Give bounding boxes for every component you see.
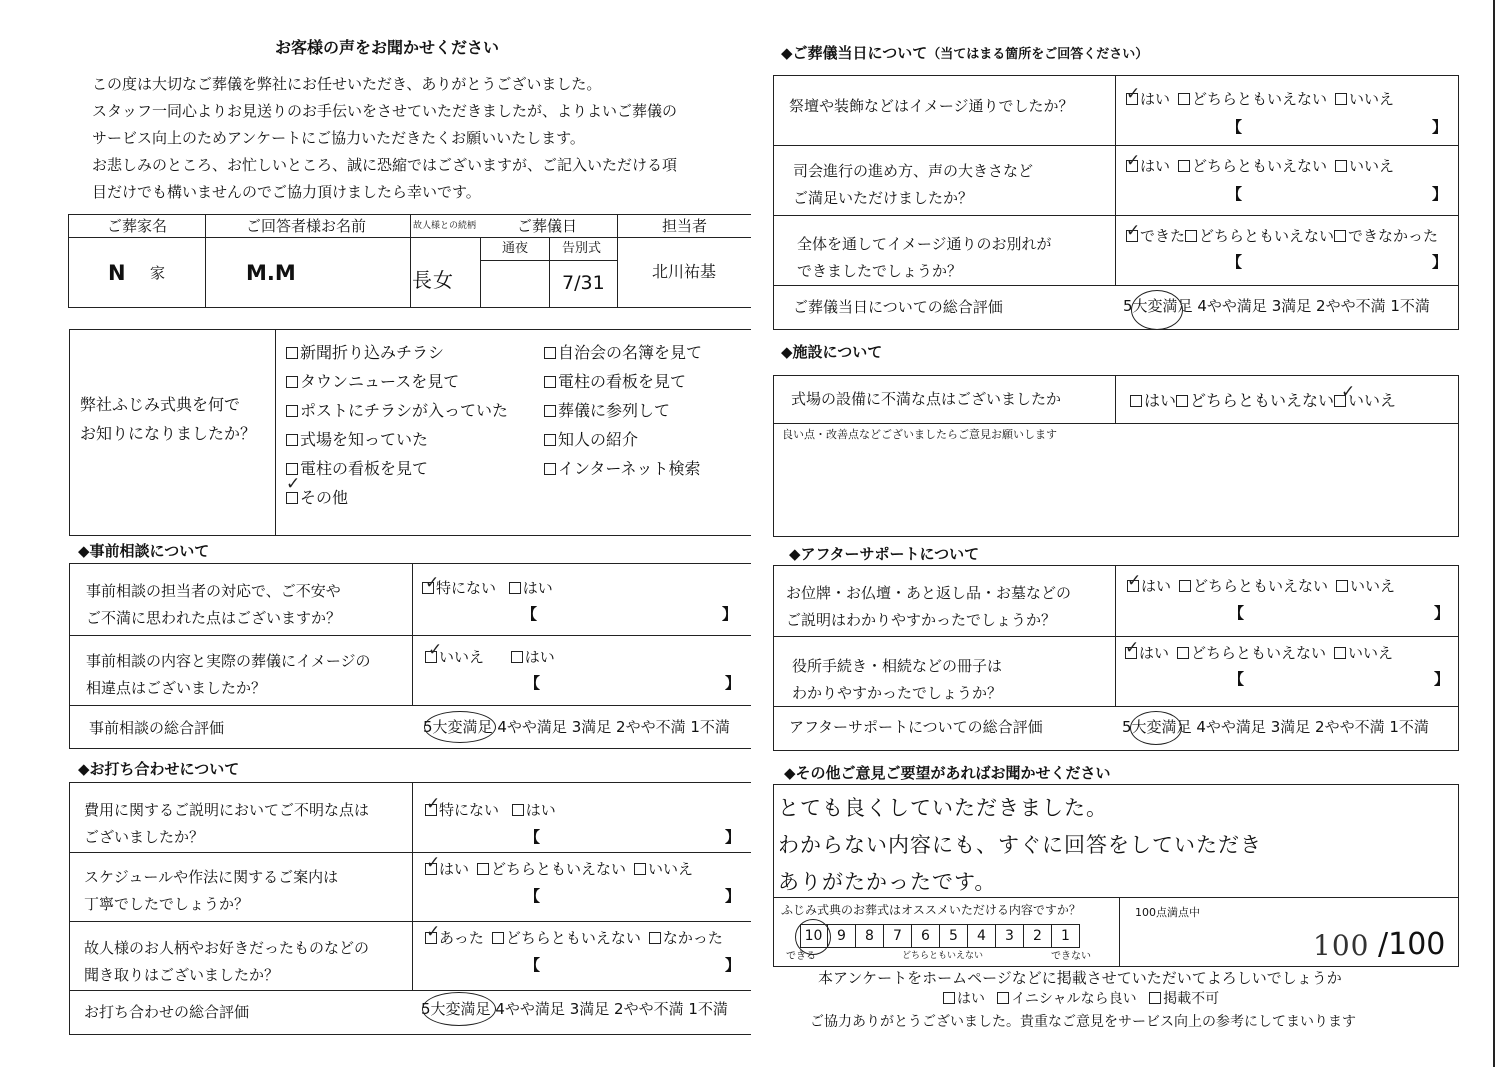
rating-circle xyxy=(1131,290,1183,330)
recommend-question: ふじみ式典のお葬式はオススメいただける内容ですか？ xyxy=(781,903,1081,917)
scale-can: できる xyxy=(786,951,816,962)
facility-q1: 式場の設備に不満な点はございましたか xyxy=(791,390,1062,408)
source-option[interactable]: 式場を知っていた xyxy=(286,425,508,454)
score-handwritten: 100 xyxy=(1313,929,1370,962)
pre-q1: 事前相談の担当者の対応で、ご不安や ご不満に思われた点はございますか？ xyxy=(86,582,342,627)
source-options-left xyxy=(286,338,508,512)
check-mark-icon: ✓ xyxy=(425,573,440,593)
facility-comment-label: 良い点・改善点などございましたらご意見お願いします xyxy=(782,428,1057,441)
comment-bracket: 【 】 xyxy=(525,887,741,905)
check-mark-icon: ✓ xyxy=(426,922,441,942)
respondent-value: M.M xyxy=(246,261,296,285)
source-question: 弊社ふじみ式典を何で お知りになりましたか？ xyxy=(80,395,257,443)
funeral-date-value: 7/31 xyxy=(562,272,605,294)
source-option[interactable]: 新聞折り込みチラシ xyxy=(286,338,508,367)
source-option[interactable]: インターネット検索 xyxy=(544,454,702,483)
section-title-facility: ◆施設について xyxy=(781,343,883,361)
intro-line: この度は大切なご葬儀を弊社にお任せいただき、ありがとうございました。 xyxy=(92,75,602,93)
source-option[interactable]: 電柱の看板を見て xyxy=(544,367,702,396)
source-option[interactable]: その他 xyxy=(286,483,508,512)
rating-circle xyxy=(1130,711,1182,745)
comment-bracket: 【 】 xyxy=(525,828,741,846)
pre-overall-label: 事前相談の総合評価 xyxy=(89,719,225,737)
pre-q1-options[interactable]: 特にない はい xyxy=(422,581,553,596)
checkbox-icon xyxy=(286,434,298,446)
intro-line: 目だけでも構いませんのでご協力頂けましたら幸いです。 xyxy=(92,183,481,201)
scale-cannot: できない xyxy=(1051,951,1091,962)
after-q2: 役所手続き・相続などの冊子は わかりやすかったでしょうか？ xyxy=(792,657,1003,702)
day-q1: 祭壇や装飾などはイメージ通りでしたか？ xyxy=(789,97,1074,115)
check-mark-icon: ✓ xyxy=(426,794,441,814)
pre-q2: 事前相談の内容と実際の葬儀にイメージの 相違点はございましたか？ xyxy=(86,652,371,697)
recommend-option[interactable]: 9 xyxy=(828,924,856,948)
family-name-label: ご葬家名 xyxy=(107,217,168,235)
relation-label: 故人様との続柄 xyxy=(413,221,477,231)
funeral-ceremony-label: 告別式 xyxy=(562,241,602,256)
section-title-other: ◆その他ご意見ご要望があればお聞かせください xyxy=(784,764,1111,782)
section-title-meeting: ◆お打ち合わせについて xyxy=(78,760,240,778)
intro-text xyxy=(92,71,677,206)
meeting-q3-options[interactable]: あった どちらともいえない なかった xyxy=(425,931,723,946)
rating-circle xyxy=(422,992,496,1026)
source-option[interactable]: 電柱の看板を見て xyxy=(286,454,508,483)
recommend-option[interactable]: 1 xyxy=(1052,924,1080,948)
checkbox-icon xyxy=(544,434,556,446)
comment-bracket: 【 】 xyxy=(525,674,741,692)
day-q1-options[interactable]: はい どちらともいえない いいえ xyxy=(1126,92,1394,107)
page-edge xyxy=(1493,0,1495,1067)
checkbox-icon xyxy=(544,347,556,359)
day-overall-label: ご葬儀当日についての総合評価 xyxy=(793,298,1003,316)
comment-bracket: 【 】 xyxy=(1227,253,1448,271)
check-mark-icon: ✓ xyxy=(1125,638,1140,658)
checkbox-icon xyxy=(544,376,556,388)
source-option[interactable]: 自治会の名簿を見て xyxy=(544,338,702,367)
after-q1-options[interactable]: はい どちらともいえない いいえ xyxy=(1127,579,1395,594)
day-q2: 司会進行の進め方、声の大きさなど ご満足いただけましたか？ xyxy=(793,162,1034,207)
recommend-option[interactable]: 7 xyxy=(884,924,912,948)
day-rating-scale[interactable]: 5大変満足 4やや満足 3満足 2やや不満 1不満 xyxy=(1123,297,1430,315)
publish-question: 本アンケートをホームページなどに掲載させていただいてよろしいでしょうか xyxy=(818,969,1342,987)
source-option[interactable]: 知人の紹介 xyxy=(544,425,702,454)
section-title-day: ◆ご葬儀当日について（当てはまる箇所をご回答ください） xyxy=(781,44,1149,62)
section-title-after: ◆アフターサポートについて xyxy=(789,545,980,563)
rating-circle xyxy=(424,711,496,743)
scale-neutral: どちらともいえない xyxy=(902,951,984,961)
respondent-label: ご回答者様お名前 xyxy=(246,217,367,235)
check-mark-icon: ✓ xyxy=(286,474,301,494)
pre-q2-options[interactable]: いいえ はい xyxy=(425,650,555,665)
after-overall-label: アフターサポートについての総合評価 xyxy=(789,718,1043,736)
recommend-option[interactable]: 10 xyxy=(800,924,828,948)
source-option[interactable]: タウンニュースを見て xyxy=(286,367,508,396)
check-mark-icon: ✓ xyxy=(428,640,443,660)
checkbox-icon xyxy=(544,463,556,475)
facility-q1-options[interactable]: はい どちらともいえない いいえ xyxy=(1130,393,1396,409)
check-mark-icon: ✓ xyxy=(426,853,441,873)
thanks-message: ご協力ありがとうございました。貴重なご意見をサービス向上の参考にしてまいります xyxy=(810,1014,1356,1030)
family-name-value: N xyxy=(108,261,126,285)
family-suffix: 家 xyxy=(150,264,166,282)
recommend-option[interactable]: 6 xyxy=(912,924,940,948)
source-option[interactable]: 葬儀に参列して xyxy=(544,396,702,425)
rating-circle xyxy=(795,919,831,955)
comment-bracket: 【 】 xyxy=(522,605,738,623)
meeting-overall-label: お打ち合わせの総合評価 xyxy=(84,1003,250,1021)
meeting-q1: 費用に関するご説明においてご不明な点は ございましたか？ xyxy=(84,801,370,846)
check-mark-icon: ✓ xyxy=(1126,151,1141,171)
meeting-q2: スケジュールや作法に関するご案内は 丁寧でしたでしょうか？ xyxy=(84,868,339,913)
day-q3-options[interactable]: できた どちらともいえない できなかった xyxy=(1126,229,1438,244)
checkbox-icon xyxy=(286,405,298,417)
relation-value: 長女 xyxy=(412,268,454,292)
day-q3: 全体を通してイメージ通りのお別れが できましたでしょうか？ xyxy=(797,235,1052,280)
comment-bracket: 【 】 xyxy=(525,956,741,974)
comment-bracket: 【 】 xyxy=(1229,604,1450,622)
recommend-option[interactable]: 4 xyxy=(968,924,996,948)
intro-line: お悲しみのところ、お忙しいところ、誠に恐縮ではございますが、ご記入いただける項 xyxy=(92,156,678,174)
meeting-q2-options[interactable]: はい どちらともいえない いいえ xyxy=(425,862,693,877)
meeting-q3: 故人様のお人柄やお好きだったものなどの 聞き取りはございましたか？ xyxy=(84,939,370,984)
meeting-rating-scale[interactable]: 5大変満足 4やや満足 3満足 2やや不満 1不満 xyxy=(421,1000,728,1018)
meeting-q1-options[interactable]: 特にない はい xyxy=(425,803,556,818)
checkbox-icon xyxy=(286,376,298,388)
recommend-option[interactable]: 3 xyxy=(996,924,1024,948)
source-options-right xyxy=(544,338,702,483)
checkbox-icon xyxy=(544,405,556,417)
after-rating-scale[interactable]: 5大変満足 4やや満足 3満足 2やや不満 1不満 xyxy=(1122,718,1429,736)
staff-value: 北川祐基 xyxy=(652,262,717,281)
day-q2-options[interactable]: はい どちらともいえない いいえ xyxy=(1126,159,1394,174)
comment-bracket: 【 】 xyxy=(1227,185,1448,203)
recommend-option[interactable]: 8 xyxy=(856,924,884,948)
pre-rating-scale[interactable]: 5大変満足 4やや満足 3満足 2やや不満 1不満 xyxy=(423,718,730,736)
intro-line: サービス向上のためアンケートにご協力いただきたくお願いいたします。 xyxy=(92,129,585,147)
checkbox-icon xyxy=(286,347,298,359)
intro-line: スタッフ一同心よりお見送りのお手伝いをさせていただきましたが、よりよいご葬儀の xyxy=(92,102,678,120)
wake-label: 通夜 xyxy=(502,241,529,256)
comment-bracket: 【 】 xyxy=(1229,670,1450,688)
section-title-pre: ◆事前相談について xyxy=(78,542,210,560)
check-mark-icon: ✓ xyxy=(1127,571,1142,591)
publish-options[interactable]: はい イニシャルなら良い 掲載不可 xyxy=(943,992,1219,1006)
after-q2-options[interactable]: はい どちらともいえない いいえ xyxy=(1125,646,1393,661)
comment-bracket: 【 】 xyxy=(1227,118,1448,136)
staff-label: 担当者 xyxy=(662,217,708,235)
handwritten-comment: とても良くしていただきました。 わからない内容にも、すぐに回答をしていただき ありがたかったです。 xyxy=(778,796,1262,894)
funeral-date-label: ご葬儀日 xyxy=(517,217,578,235)
score-total: /100 xyxy=(1378,927,1446,962)
check-mark-icon: ✓ xyxy=(1341,382,1356,402)
recommend-option[interactable]: 2 xyxy=(1024,924,1052,948)
score-label: 100点満点中 xyxy=(1135,906,1200,919)
check-mark-icon: ✓ xyxy=(1126,221,1141,241)
survey-title: お客様の声をお聞かせください xyxy=(275,38,500,57)
check-mark-icon: ✓ xyxy=(1126,84,1141,104)
recommend-option[interactable]: 5 xyxy=(940,924,968,948)
source-option[interactable]: ポストにチラシが入っていた xyxy=(286,396,508,425)
after-q1: お位牌・お仏壇・あと返し品・お墓などの ご説明はわかりやすかったでしょうか？ xyxy=(786,584,1072,629)
